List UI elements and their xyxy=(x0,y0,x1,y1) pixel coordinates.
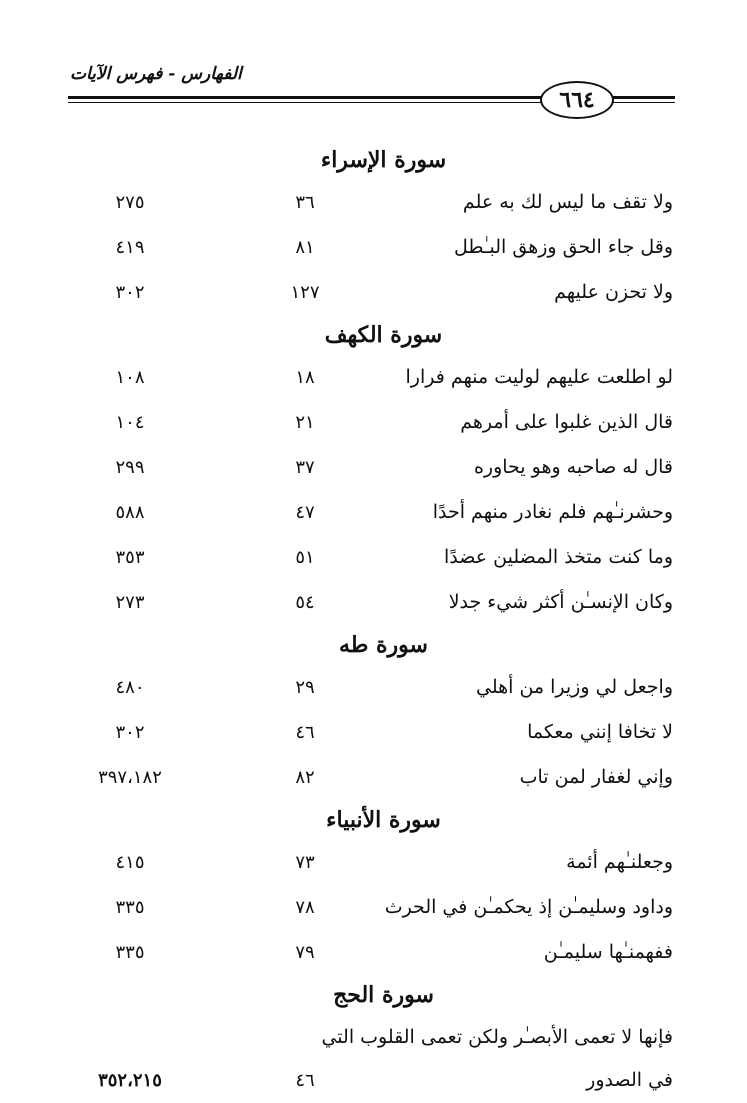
index-entry xyxy=(0,445,747,490)
index-entry xyxy=(0,225,747,270)
verse-number: ٢١ xyxy=(295,412,315,433)
index-entry-continued xyxy=(0,1015,747,1058)
index-entry xyxy=(0,270,747,315)
verse-number: ١٨ xyxy=(295,367,315,388)
verse-text: وداود وسليمـٰن إذ يحكمـٰن في الحرث xyxy=(384,896,673,918)
index-entry xyxy=(0,355,747,400)
verse-index xyxy=(0,140,747,1103)
page-reference: ٢٩٩ xyxy=(115,457,145,478)
index-entry xyxy=(0,755,747,800)
index-entry xyxy=(0,885,747,930)
page-number-badge: ٦٦٤ xyxy=(540,81,614,119)
verse-number: ٥٤ xyxy=(295,592,315,613)
page-reference: ٢٧٣ xyxy=(115,592,145,613)
verse-text: لو اطلعت عليهم لوليت منهم فرارا xyxy=(405,366,673,388)
page-reference: ٣٩٧،١٨٢ xyxy=(98,767,162,788)
page-reference: ٤١٩ xyxy=(115,237,145,258)
verse-number: ٨٢ xyxy=(295,767,315,788)
index-entry xyxy=(0,665,747,710)
verse-text: واجعل لي وزيرا من أهلي xyxy=(475,676,673,698)
index-entry xyxy=(0,930,747,975)
page-reference: ٣٣٥ xyxy=(115,897,145,918)
page-reference: ٣٠٢ xyxy=(115,282,145,303)
verse-text: ولا تحزن عليهم xyxy=(554,281,673,303)
verse-text: قال الذين غلبوا على أمرهم xyxy=(460,411,673,433)
verse-text: وإني لغفار لمن تاب xyxy=(519,766,673,788)
page-reference: ٢٧٥ xyxy=(115,192,145,213)
verse-text: وجعلنـٰهم أئمة xyxy=(566,851,673,873)
page-reference: ٣٣٥ xyxy=(115,942,145,963)
surah-heading-hajj: سورة الحج xyxy=(333,982,434,1008)
verse-text: وحشرنـٰهم فلم نغادر منهم أحدًا xyxy=(432,501,673,523)
page-reference: ٥٨٨ xyxy=(115,502,145,523)
verse-text: ولا تقف ما ليس لك به علم xyxy=(462,191,673,213)
verse-number: ٧٣ xyxy=(295,852,315,873)
page-reference: ١٠٤ xyxy=(115,412,145,433)
index-entry xyxy=(0,180,747,225)
verse-text: وكان الإنسـٰن أكثر شيء جدلا xyxy=(448,591,673,613)
verse-number: ٥١ xyxy=(295,547,315,568)
verse-text: في الصدور xyxy=(586,1069,673,1091)
verse-number: ٨١ xyxy=(295,237,315,258)
surah-heading-kahf: سورة الكهف xyxy=(324,322,443,348)
verse-number: ٧٨ xyxy=(295,897,315,918)
verse-text: لا تخافا إنني معكما xyxy=(527,721,673,743)
page-reference: ٣٥٣ xyxy=(115,547,145,568)
verse-number: ٧٩ xyxy=(295,942,315,963)
verse-number: ٤٦ xyxy=(295,1070,315,1091)
index-entry xyxy=(0,400,747,445)
index-entry xyxy=(0,535,747,580)
verse-text: ففهمنـٰها سليمـٰن xyxy=(543,941,673,963)
surah-heading-taha: سورة طه xyxy=(339,632,428,658)
page-reference: ١٠٨ xyxy=(115,367,145,388)
page-reference: ٣٠٢ xyxy=(115,722,145,743)
surah-heading-isra: سورة الإسراء xyxy=(320,147,447,173)
surah-heading-anbiya: سورة الأنبياء xyxy=(326,807,441,833)
verse-text: قال له صاحبه وهو يحاوره xyxy=(473,456,673,478)
page-reference: ٣٥٢،٢١٥ xyxy=(98,1070,162,1091)
verse-number: ٤٦ xyxy=(295,722,315,743)
verse-text: فإنها لا تعمى الأبصـٰر ولكن تعمى القلوب التي xyxy=(321,1026,673,1048)
index-entry xyxy=(0,1058,747,1103)
index-entry xyxy=(0,580,747,625)
verse-number: ٤٧ xyxy=(295,502,315,523)
verse-number: ٣٧ xyxy=(295,457,315,478)
page-reference: ٤١٥ xyxy=(115,852,145,873)
verse-text: وقل جاء الحق وزهق البـٰطل xyxy=(453,236,673,258)
index-entry xyxy=(0,710,747,755)
page-reference: ٤٨٠ xyxy=(115,677,145,698)
verse-number: ١٢٧ xyxy=(290,282,320,303)
verse-text: وما كنت متخذ المضلين عضدًا xyxy=(444,546,673,568)
running-header-title: الفهارس - فهرس الآيات xyxy=(70,64,242,84)
verse-number: ٢٩ xyxy=(295,677,315,698)
verse-number: ٣٦ xyxy=(295,192,315,213)
index-entry xyxy=(0,490,747,535)
index-entry xyxy=(0,840,747,885)
